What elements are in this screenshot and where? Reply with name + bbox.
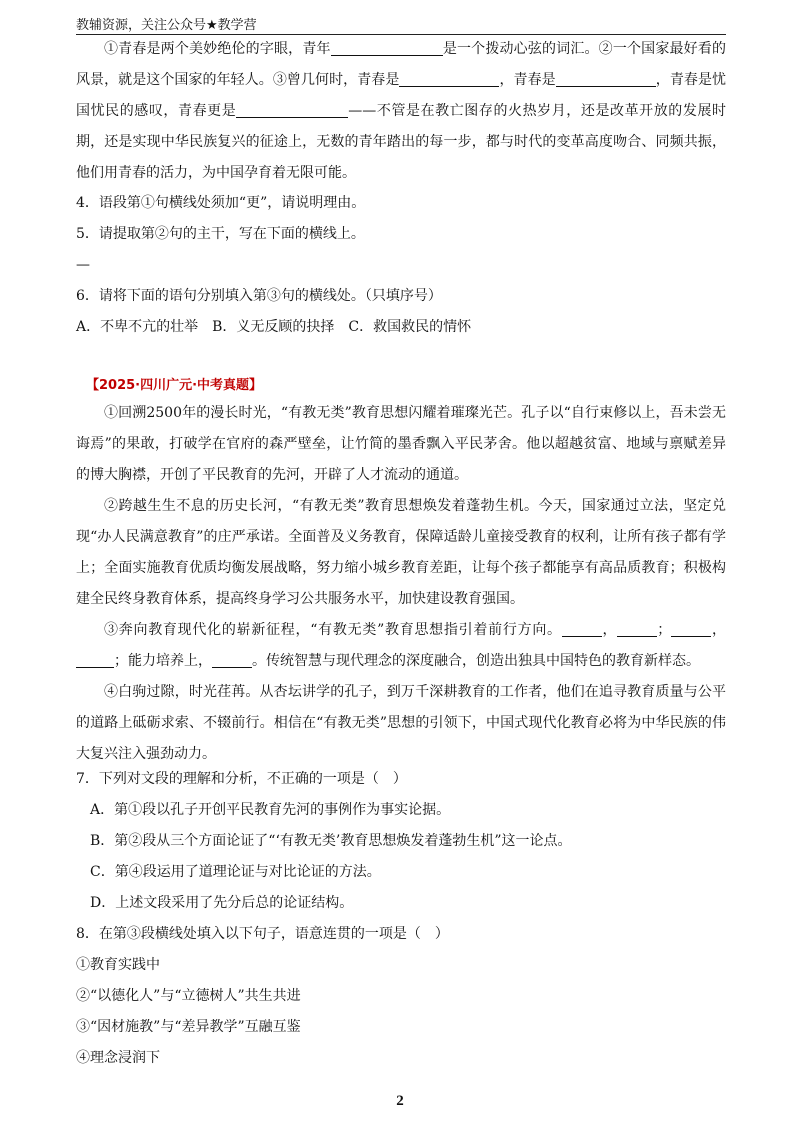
question-7-option-b[interactable]: B．第②段从三个方面论证了“‘有教无类’教育思想焕发着蓬勃生机”这一论点。	[90, 833, 572, 849]
question-7-option-a[interactable]: A．第①段以孔子开创平民教育先河的事例作为事实论据。	[90, 802, 451, 818]
passage-one-paragraph	[76, 34, 726, 189]
question-4: 4．语段第①句横线处须加“更”，请说明理由。	[76, 195, 366, 211]
question-7-option-c[interactable]: C．第④段运用了道理论证与对比论证的方法。	[90, 864, 381, 880]
question-6-options: A．不卑不亢的壮举 B．义无反顾的抉择 C．救国救民的情怀	[76, 319, 472, 335]
answer-blank[interactable]	[562, 622, 602, 637]
question-8-item-4: ④理念浸润下	[76, 1050, 160, 1066]
question-7: 7．下列对文段的理解和分析，不正确的一项是（ ）	[76, 771, 407, 787]
answer-blank[interactable]	[76, 653, 114, 668]
answer-line: —	[76, 257, 90, 273]
questions-one	[76, 188, 726, 343]
answer-blank[interactable]	[399, 72, 499, 87]
paragraph-3-text-c: 。传统智慧与现代理念的深度融合，创造出独具中国特色的教育新样态。	[252, 653, 700, 669]
passage-one-text-c: ，青春是	[499, 72, 556, 88]
passage-two-paragraph-3	[76, 615, 726, 677]
question-8-item-3: ③“因材施教”与“差异教学”互融互鉴	[76, 1019, 301, 1035]
question-8-item-1: ①教育实践中	[76, 957, 160, 973]
page-header	[76, 6, 726, 35]
paragraph-3-text-b: ；能力培养上，	[114, 653, 212, 669]
answer-blank[interactable]	[236, 103, 348, 118]
passage-one	[76, 34, 726, 189]
paragraph-3-sep-1: ，	[601, 622, 618, 638]
answer-blank[interactable]	[556, 72, 656, 87]
question-6: 6．请将下面的语句分别填入第③句的横线处。（只填序号）	[76, 288, 442, 304]
passage-two-paragraph-4: ④白驹过隙，时光荏苒。从杏坛讲学的孔子，到万千深耕教育的工作者，他们在追寻教育质量与公平的道路上砥砺求索、不辍前行。相信在“有教无类”思想的引领下，中国式现代化教育必将为中华民族的伟大复兴注入强劲动力。	[76, 684, 726, 762]
passage-two	[76, 398, 726, 770]
page-number: 2	[396, 1093, 404, 1109]
answer-blank[interactable]	[617, 622, 657, 637]
answer-blank[interactable]	[212, 653, 252, 668]
header-text: 教辅资源，关注公众号★教学营	[76, 18, 257, 33]
passage-one-text-b: 是一个拨动心弦的词汇。②一个国家最好看的风景，就是这个国家的年轻人。③曾几何时，青春是	[76, 41, 727, 88]
passage-one-text-a: ①青春是两个美妙绝伦的字眼，青年	[104, 41, 331, 57]
paragraph-3-sep-3: ，	[711, 622, 726, 638]
passage-one-text-d: ，青春是忧国忧民的感叹，青春更是	[76, 72, 727, 119]
passage-two-paragraph-2: ②跨越生生不息的历史长河，“有教无类”教育思想焕发着蓬勃生机。今天，国家通过立法，坚定兑现“办人民满意教育”的庄严承诺。全面普及义务教育，保障适龄儿童接受教育的权利，让所有孩子都有学上；全面实施教育优质均衡发展战略，努力缩小城乡教育差距，让每个孩子都能享有高品质教育；积极构建全民终身教育体系，提高终身学习公共服务水平，加快建设教育强国。	[76, 498, 726, 607]
source-tag: 【2025·四川广元·中考真题】	[86, 378, 263, 393]
question-8-item-2: ②“以德化人”与“立德树人”共生共进	[76, 988, 301, 1004]
question-8: 8．在第③段横线处填入以下句子，语意连贯的一项是（ ）	[76, 926, 449, 942]
answer-blank[interactable]	[331, 41, 443, 56]
answer-blank[interactable]	[671, 622, 711, 637]
paragraph-3-text-a: ③奔向教育现代化的崭新征程，“有教无类”教育思想指引着前行方向。	[104, 622, 562, 638]
passage-one-text-e: ——不管是在教亡图存的火热岁月，还是改革开放的发展时期，还是实现中华民族复兴的征途上，无数的青年踏出的每一步，都与时代的变革高度吻合、同频共振，他们用青春的活力，为中国孕育着无限可能。	[76, 103, 727, 181]
passage-two-paragraph-1: ①回溯2500年的漫长时光，“有教无类”教育思想闪耀着璀璨光芒。孔子以“自行束修以上，吾未尝无诲焉”的果敢，打破学在官府的森严壁垒，让竹简的墨香飘入平民茅舍。他以超越贫富、地域与禀赋差异的博大胸襟，开创了平民教育的先河，开辟了人才流动的通道。	[76, 405, 726, 483]
question-7-option-d[interactable]: D．上述文段采用了先分后总的论证结构。	[90, 895, 354, 911]
questions-two	[76, 764, 726, 1074]
paragraph-3-sep-2: ；	[657, 622, 672, 638]
question-5: 5．请提取第②句的主干，写在下面的横线上。	[76, 226, 365, 242]
